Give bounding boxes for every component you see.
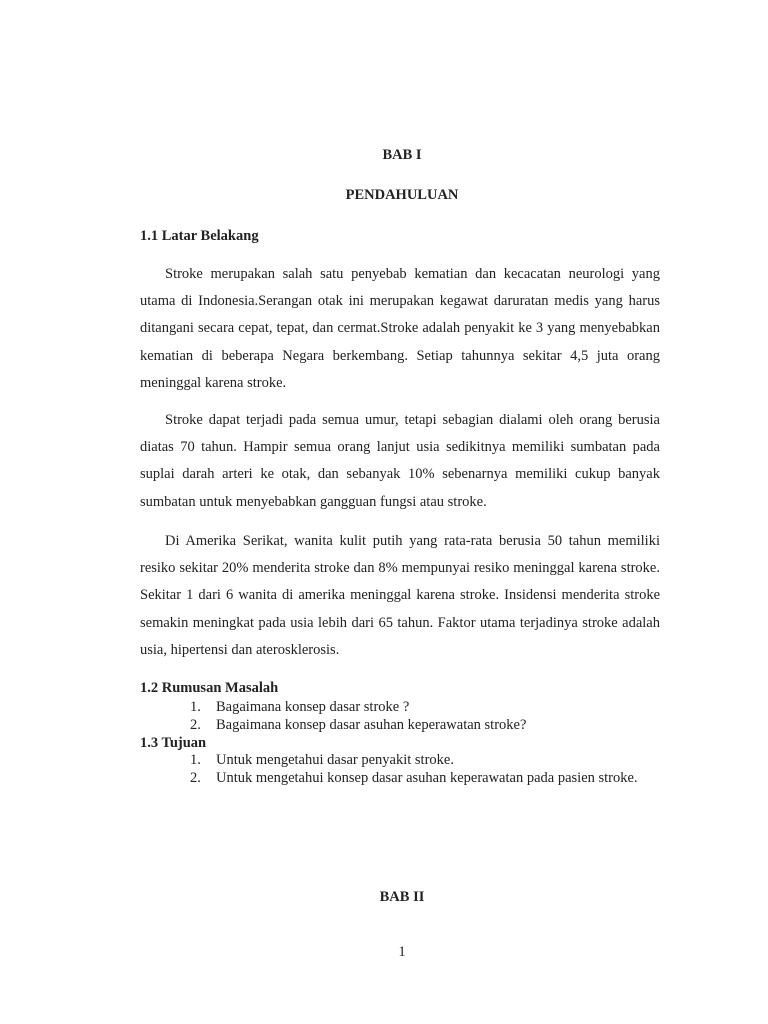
page-number: 1 (398, 944, 406, 960)
section-heading-tujuan: 1.3 Tujuan (140, 735, 207, 751)
section-heading-rumusan-masalah: 1.2 Rumusan Masalah (140, 680, 279, 696)
paragraph-2: Stroke dapat terjadi pada semua umur, tetapi sebagian dialami oleh orang berusia diatas 70 tahun. Hampir semua orang lanjut usia sedikitnya memiliki sumbatan pada suplai darah arteri ke otak, dan sebanyak 10% sebenarnya memiliki cukup banyak sumbatan untuk menyebabkan gangguan fungsi atau stroke. (140, 412, 660, 510)
list-item: 2. Bagaimana konsep dasar asuhan keperawatan stroke? (190, 717, 527, 733)
chapter-2-title: BAB II (379, 889, 425, 905)
chapter-subtitle: PENDAHULUAN (345, 187, 459, 203)
list-item: 1. Bagaimana konsep dasar stroke ? (190, 699, 410, 715)
paragraph-3: Di Amerika Serikat, wanita kulit putih yang rata-rata berusia 50 tahun memiliki resiko sekitar 20% menderita stroke dan 8% mempunyai resiko meninggal karena stroke. Sekitar 1 dari 6 wanita di amerika meninggal karena stroke. Insidensi menderita stroke semakin meningkat pada usia lebih dari 65 tahun. Faktor utama terjadinya stroke adalah usia, hipertensi dan aterosklerosis. (140, 533, 660, 658)
tujuan-list (190, 751, 638, 787)
rumusan-list (190, 698, 526, 734)
list-item: 1. Untuk mengetahui dasar penyakit stroke. (190, 752, 454, 768)
list-item: 2. Untuk mengetahui konsep dasar asuhan keperawatan pada pasien stroke. (190, 770, 638, 786)
paragraph-1: Stroke merupakan salah satu penyebab kematian dan kecacatan neurologi yang utama di Indonesia.Serangan otak ini merupakan kegawat daruratan medis yang harus ditangani secara cepat, tepat, dan cermat.Stroke adalah penyakit ke 3 yang menyebabkan kematian di beberapa Negara berkembang. Setiap tahunnya sekitar 4,5 juta orang meninggal karena stroke. (140, 266, 660, 391)
section-heading-latar-belakang: 1.1 Latar Belakang (140, 228, 259, 244)
chapter-title: BAB I (382, 147, 422, 163)
